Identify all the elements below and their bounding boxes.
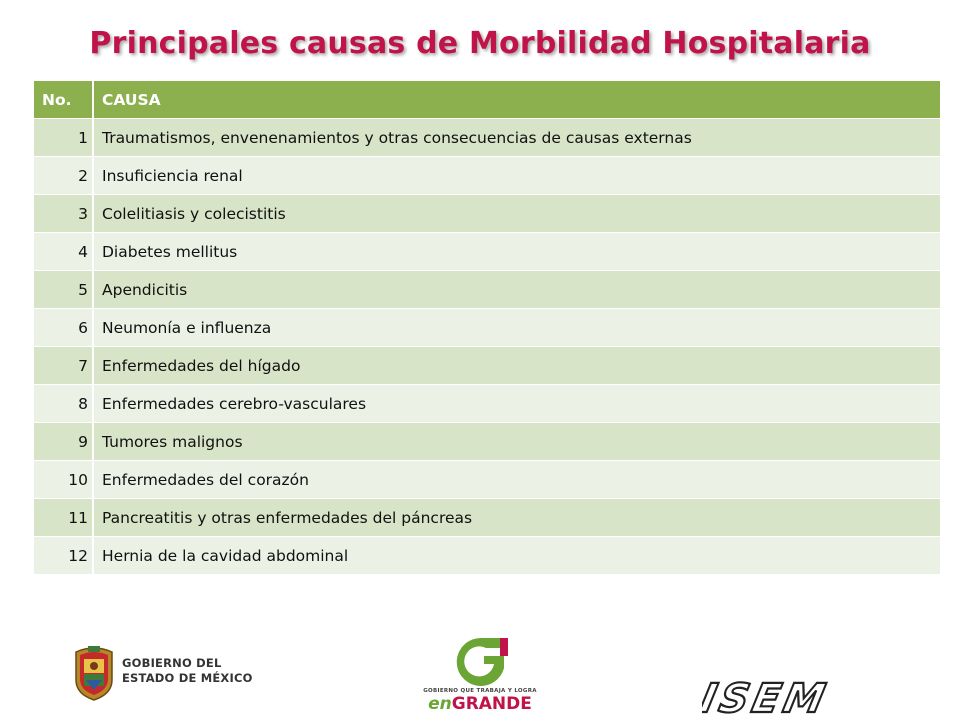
- table-row: [34, 423, 941, 461]
- engrande-tagline: GOBIERNO QUE TRABAJA Y LOGRA: [423, 688, 537, 694]
- row-cause: Apendicitis: [93, 271, 941, 309]
- engrande-grande: GRANDE: [451, 694, 532, 714]
- row-cause: Insuficiencia renal: [93, 157, 941, 195]
- morbidity-table: [34, 80, 942, 575]
- row-cause: Enfermedades del corazón: [93, 461, 941, 499]
- table-row: [34, 461, 941, 499]
- row-cause: Pancreatitis y otras enfermedades del páncreas: [93, 499, 941, 537]
- engrande-logo: [420, 628, 540, 718]
- table-header-row: [34, 81, 941, 119]
- edomex-line1: GOBIERNO DEL: [122, 656, 222, 670]
- table-row: [34, 347, 941, 385]
- row-cause: Tumores malignos: [93, 423, 941, 461]
- row-number: 9: [34, 423, 93, 461]
- row-cause: Hernia de la cavidad abdominal: [93, 537, 941, 575]
- state-coat-of-arms-icon: [72, 646, 116, 702]
- edomex-logo: [72, 646, 262, 702]
- row-cause: Colelitiasis y colecistitis: [93, 195, 941, 233]
- header-num: No.: [34, 81, 93, 119]
- row-number: 2: [34, 157, 93, 195]
- isem-wordmark: ISEM: [702, 676, 834, 718]
- isem-logo: [702, 676, 884, 718]
- row-cause: Diabetes mellitus: [93, 233, 941, 271]
- table-row: [34, 119, 941, 157]
- row-number: 6: [34, 309, 93, 347]
- row-number: 7: [34, 347, 93, 385]
- edomex-wordmark: [122, 656, 253, 686]
- table-row: [34, 157, 941, 195]
- g-emblem-icon: [420, 628, 540, 688]
- table-row: [34, 195, 941, 233]
- row-cause: Enfermedades del hígado: [93, 347, 941, 385]
- table-row: [34, 271, 941, 309]
- row-number: 1: [34, 119, 93, 157]
- table-row: [34, 499, 941, 537]
- row-cause: Neumonía e influenza: [93, 309, 941, 347]
- table-row: [34, 233, 941, 271]
- table-row: [34, 537, 941, 575]
- row-number: 4: [34, 233, 93, 271]
- header-cause: CAUSA: [93, 81, 941, 119]
- row-number: 3: [34, 195, 93, 233]
- row-number: 8: [34, 385, 93, 423]
- row-number: 12: [34, 537, 93, 575]
- row-number: 11: [34, 499, 93, 537]
- page-title: Principales causas de Morbilidad Hospitalaria: [89, 26, 871, 61]
- row-cause: Traumatismos, envenenamientos y otras consecuencias de causas externas: [93, 119, 941, 157]
- row-cause: Enfermedades cerebro-vasculares: [93, 385, 941, 423]
- engrande-en: en: [428, 694, 452, 714]
- table-row: [34, 309, 941, 347]
- table-row: [34, 385, 941, 423]
- engrande-wordmark: [420, 694, 540, 714]
- row-number: 10: [34, 461, 93, 499]
- edomex-line2: ESTADO DE MÉXICO: [122, 671, 253, 685]
- row-number: 5: [34, 271, 93, 309]
